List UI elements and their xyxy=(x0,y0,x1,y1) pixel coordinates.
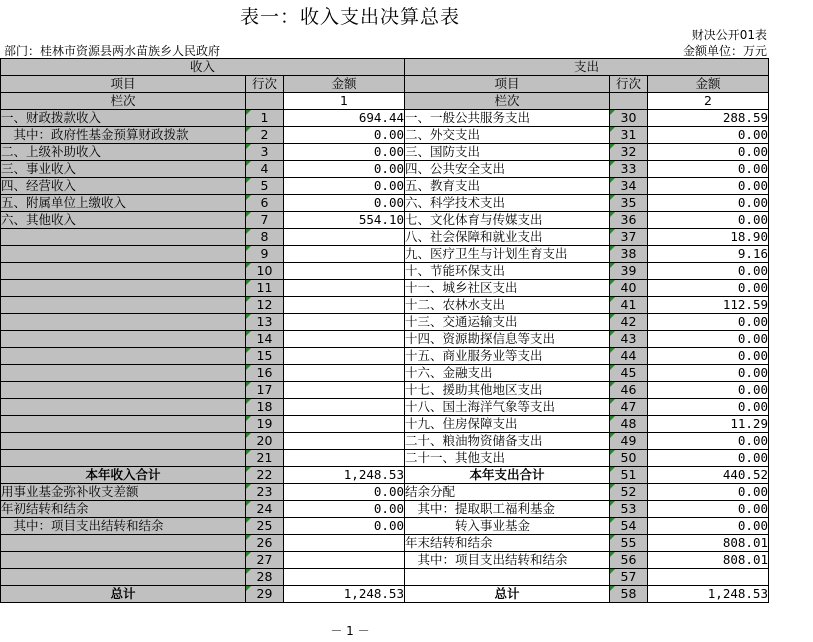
expense-item-cell: 其中：提取职工福利基金 xyxy=(405,501,610,518)
expense-item-cell: 十八、国土海洋气象等支出 xyxy=(405,399,610,416)
table-row xyxy=(1,280,769,297)
expense-item-cell: 十六、金融支出 xyxy=(405,365,610,382)
expense-col-label: 栏次 xyxy=(405,93,610,110)
income-item-cell xyxy=(1,569,246,586)
expense-item-cell: 十一、城乡社区支出 xyxy=(405,280,610,297)
expense-line-cell: 46 xyxy=(610,382,648,399)
income-amount-cell xyxy=(284,535,405,552)
income-line-cell: 26 xyxy=(246,535,284,552)
income-amount-cell: 0.00 xyxy=(284,127,405,144)
expense-item-cell: 十九、住房保障支出 xyxy=(405,416,610,433)
expense-item-cell: 二十一、其他支出 xyxy=(405,450,610,467)
income-line-cell: 10 xyxy=(246,263,284,280)
expense-item-cell: 十七、援助其他地区支出 xyxy=(405,382,610,399)
table-row xyxy=(1,161,769,178)
expense-line-cell: 36 xyxy=(610,212,648,229)
expense-item-cell: 年末结转和结余 xyxy=(405,535,610,552)
expense-amount-cell: 112.59 xyxy=(648,297,769,314)
expense-amount-cell: 0.00 xyxy=(648,399,769,416)
income-amount-cell xyxy=(284,229,405,246)
expense-item-cell: 十三、交通运输支出 xyxy=(405,314,610,331)
expense-item-cell: 四、公共安全支出 xyxy=(405,161,610,178)
expense-item-cell: 转入事业基金 xyxy=(405,518,610,535)
expense-amount-cell: 0.00 xyxy=(648,161,769,178)
income-item-cell xyxy=(1,416,246,433)
income-item-cell: 二、上级补助收入 xyxy=(1,144,246,161)
income-amount-cell: 0.00 xyxy=(284,518,405,535)
expense-line-header: 行次 xyxy=(610,76,648,93)
expense-line-cell: 40 xyxy=(610,280,648,297)
income-line-cell: 16 xyxy=(246,365,284,382)
income-line-cell: 15 xyxy=(246,348,284,365)
income-col-number: 1 xyxy=(284,93,405,110)
income-line-cell: 23 xyxy=(246,484,284,501)
expense-item-cell: 二十、粮油物资储备支出 xyxy=(405,433,610,450)
table-row xyxy=(1,144,769,161)
income-amount-cell: 554.10 xyxy=(284,212,405,229)
income-amount-cell xyxy=(284,569,405,586)
income-line-cell: 6 xyxy=(246,195,284,212)
table-row xyxy=(1,552,769,569)
income-item-cell: 四、经营收入 xyxy=(1,178,246,195)
expense-amount-cell: 288.59 xyxy=(648,110,769,127)
income-amount-cell: 0.00 xyxy=(284,178,405,195)
expense-amount-cell: 0.00 xyxy=(648,484,769,501)
income-line-cell: 14 xyxy=(246,331,284,348)
expense-item-cell: 二、外交支出 xyxy=(405,127,610,144)
expense-line-cell: 58 xyxy=(610,586,648,603)
expense-amount-header: 金额 xyxy=(648,76,769,93)
income-amount-cell: 0.00 xyxy=(284,501,405,518)
table-row xyxy=(1,416,769,433)
expense-item-cell: 十四、资源勘探信息等支出 xyxy=(405,331,610,348)
income-item-cell xyxy=(1,433,246,450)
expense-amount-cell: 0.00 xyxy=(648,280,769,297)
expense-amount-cell: 0.00 xyxy=(648,433,769,450)
expense-item-cell: 七、文化体育与传媒支出 xyxy=(405,212,610,229)
table-row xyxy=(1,484,769,501)
income-line-cell: 25 xyxy=(246,518,284,535)
income-item-cell xyxy=(1,331,246,348)
income-amount-cell: 0.00 xyxy=(284,195,405,212)
expense-line-cell: 37 xyxy=(610,229,648,246)
income-amount-cell xyxy=(284,433,405,450)
income-col-blank xyxy=(246,93,284,110)
income-amount-cell xyxy=(284,280,405,297)
income-item-cell xyxy=(1,399,246,416)
expense-line-cell: 39 xyxy=(610,263,648,280)
expense-amount-cell: 0.00 xyxy=(648,314,769,331)
income-item-cell: 本年收入合计 xyxy=(1,467,246,484)
income-line-cell: 12 xyxy=(246,297,284,314)
expense-group-header: 支出 xyxy=(405,59,769,76)
expense-item-cell: 其中：项目支出结转和结余 xyxy=(405,552,610,569)
expense-line-cell: 38 xyxy=(610,246,648,263)
expense-line-cell: 50 xyxy=(610,450,648,467)
table-row xyxy=(1,518,769,535)
income-amount-cell xyxy=(284,416,405,433)
table-row xyxy=(1,535,769,552)
expense-amount-cell xyxy=(648,569,769,586)
expense-item-cell: 六、科学技术支出 xyxy=(405,195,610,212)
income-amount-cell xyxy=(284,365,405,382)
expense-amount-cell: 808.01 xyxy=(648,552,769,569)
income-item-cell: 三、事业收入 xyxy=(1,161,246,178)
income-line-cell: 18 xyxy=(246,399,284,416)
income-amount-cell xyxy=(284,331,405,348)
table-row xyxy=(1,348,769,365)
income-item-cell xyxy=(1,297,246,314)
income-line-cell: 21 xyxy=(246,450,284,467)
report-title: 表一：收入支出决算总表 xyxy=(239,6,460,28)
income-item-cell: 其中：政府性基金预算财政拨款 xyxy=(1,127,246,144)
table-row xyxy=(1,501,769,518)
income-item-cell: 六、其他收入 xyxy=(1,212,246,229)
table-row xyxy=(1,399,769,416)
income-line-cell: 19 xyxy=(246,416,284,433)
expense-item-cell xyxy=(405,569,610,586)
expense-amount-cell: 0.00 xyxy=(648,144,769,161)
income-line-header: 行次 xyxy=(246,76,284,93)
income-amount-cell xyxy=(284,314,405,331)
expense-line-cell: 57 xyxy=(610,569,648,586)
expense-amount-cell: 0.00 xyxy=(648,263,769,280)
income-amount-cell: 0.00 xyxy=(284,161,405,178)
expense-line-cell: 54 xyxy=(610,518,648,535)
expense-item-cell: 十、节能环保支出 xyxy=(405,263,610,280)
income-amount-cell xyxy=(284,246,405,263)
expense-line-cell: 56 xyxy=(610,552,648,569)
income-item-cell xyxy=(1,365,246,382)
expense-amount-cell: 808.01 xyxy=(648,535,769,552)
income-item-cell xyxy=(1,382,246,399)
income-line-cell: 11 xyxy=(246,280,284,297)
income-line-cell: 28 xyxy=(246,569,284,586)
table-row xyxy=(1,297,769,314)
expense-item-cell: 一、一般公共服务支出 xyxy=(405,110,610,127)
expense-line-cell: 52 xyxy=(610,484,648,501)
expense-line-cell: 48 xyxy=(610,416,648,433)
income-col-label: 栏次 xyxy=(1,93,246,110)
income-line-cell: 3 xyxy=(246,144,284,161)
expense-item-cell: 十五、商业服务业等支出 xyxy=(405,348,610,365)
expense-amount-cell: 0.00 xyxy=(648,195,769,212)
income-expense-table xyxy=(0,58,769,603)
expense-item-cell: 五、教育支出 xyxy=(405,178,610,195)
expense-amount-cell: 11.29 xyxy=(648,416,769,433)
income-item-cell xyxy=(1,229,246,246)
expense-line-cell: 30 xyxy=(610,110,648,127)
income-item-cell xyxy=(1,552,246,569)
expense-amount-cell: 1,248.53 xyxy=(648,586,769,603)
expense-amount-cell: 0.00 xyxy=(648,518,769,535)
expense-amount-cell: 0.00 xyxy=(648,331,769,348)
amount-unit-label: 金额单位：万元 xyxy=(682,44,767,58)
income-amount-cell: 0.00 xyxy=(284,484,405,501)
income-amount-cell xyxy=(284,263,405,280)
income-amount-cell: 1,248.53 xyxy=(284,586,405,603)
expense-amount-cell: 440.52 xyxy=(648,467,769,484)
expense-amount-cell: 0.00 xyxy=(648,501,769,518)
income-line-cell: 4 xyxy=(246,161,284,178)
income-item-cell: 一、财政拨款收入 xyxy=(1,110,246,127)
department-label: 部门：桂林市资源县两水苗族乡人民政府 xyxy=(4,44,221,58)
report-code: 财决公开01表 xyxy=(691,28,767,42)
expense-line-cell: 55 xyxy=(610,535,648,552)
income-amount-cell: 0.00 xyxy=(284,144,405,161)
income-line-cell: 2 xyxy=(246,127,284,144)
table-row xyxy=(1,331,769,348)
expense-item-cell: 十二、农林水支出 xyxy=(405,297,610,314)
income-item-cell xyxy=(1,535,246,552)
income-item-cell: 五、附属单位上缴收入 xyxy=(1,195,246,212)
table-row xyxy=(1,263,769,280)
table-row xyxy=(1,433,769,450)
expense-item-header: 项目 xyxy=(405,76,610,93)
income-amount-cell xyxy=(284,382,405,399)
income-item-cell xyxy=(1,314,246,331)
table-row xyxy=(1,467,769,484)
table-row xyxy=(1,178,769,195)
income-line-cell: 7 xyxy=(246,212,284,229)
income-line-cell: 9 xyxy=(246,246,284,263)
expense-line-cell: 32 xyxy=(610,144,648,161)
expense-amount-cell: 0.00 xyxy=(648,178,769,195)
group-header-row xyxy=(1,59,769,76)
expense-line-cell: 53 xyxy=(610,501,648,518)
expense-line-cell: 47 xyxy=(610,399,648,416)
income-line-cell: 8 xyxy=(246,229,284,246)
income-item-cell: 用事业基金弥补收支差额 xyxy=(1,484,246,501)
table-row xyxy=(1,365,769,382)
table-row xyxy=(1,110,769,127)
table-row xyxy=(1,212,769,229)
column-index-row xyxy=(1,93,769,110)
income-amount-cell xyxy=(284,450,405,467)
expense-amount-cell: 0.00 xyxy=(648,348,769,365)
income-item-cell xyxy=(1,280,246,297)
table-row xyxy=(1,229,769,246)
expense-amount-cell: 0.00 xyxy=(648,450,769,467)
income-amount-cell xyxy=(284,552,405,569)
expense-item-cell: 八、社会保障和就业支出 xyxy=(405,229,610,246)
expense-amount-cell: 0.00 xyxy=(648,127,769,144)
income-amount-cell xyxy=(284,348,405,365)
income-line-cell: 22 xyxy=(246,467,284,484)
income-amount-cell: 694.44 xyxy=(284,110,405,127)
income-line-cell: 27 xyxy=(246,552,284,569)
expense-line-cell: 43 xyxy=(610,331,648,348)
expense-amount-cell: 0.00 xyxy=(648,365,769,382)
expense-line-cell: 45 xyxy=(610,365,648,382)
expense-line-cell: 35 xyxy=(610,195,648,212)
expense-amount-cell: 0.00 xyxy=(648,212,769,229)
income-line-cell: 17 xyxy=(246,382,284,399)
income-item-cell: 年初结转和结余 xyxy=(1,501,246,518)
expense-amount-cell: 9.16 xyxy=(648,246,769,263)
expense-amount-cell: 0.00 xyxy=(648,382,769,399)
income-line-cell: 5 xyxy=(246,178,284,195)
table-row xyxy=(1,246,769,263)
income-item-header: 项目 xyxy=(1,76,246,93)
expense-line-cell: 41 xyxy=(610,297,648,314)
expense-item-cell: 本年支出合计 xyxy=(405,467,610,484)
expense-line-cell: 44 xyxy=(610,348,648,365)
expense-col-blank xyxy=(610,93,648,110)
income-item-cell xyxy=(1,263,246,280)
income-line-cell: 13 xyxy=(246,314,284,331)
table-row xyxy=(1,450,769,467)
table-row xyxy=(1,314,769,331)
income-line-cell: 20 xyxy=(246,433,284,450)
income-item-cell xyxy=(1,246,246,263)
income-amount-header: 金额 xyxy=(284,76,405,93)
table-row xyxy=(1,195,769,212)
expense-item-cell: 总计 xyxy=(405,586,610,603)
expense-item-cell: 结余分配 xyxy=(405,484,610,501)
expense-item-cell: 九、医疗卫生与计划生育支出 xyxy=(405,246,610,263)
expense-item-cell: 三、国防支出 xyxy=(405,144,610,161)
income-group-header: 收入 xyxy=(1,59,405,76)
income-item-cell: 其中：项目支出结转和结余 xyxy=(1,518,246,535)
expense-amount-cell: 18.90 xyxy=(648,229,769,246)
income-line-cell: 24 xyxy=(246,501,284,518)
table-row xyxy=(1,586,769,603)
expense-line-cell: 51 xyxy=(610,467,648,484)
page-number: － 1 － xyxy=(330,624,370,638)
income-line-cell: 29 xyxy=(246,586,284,603)
expense-line-cell: 33 xyxy=(610,161,648,178)
expense-line-cell: 34 xyxy=(610,178,648,195)
income-amount-cell: 1,248.53 xyxy=(284,467,405,484)
table-row xyxy=(1,382,769,399)
expense-line-cell: 31 xyxy=(610,127,648,144)
income-amount-cell xyxy=(284,297,405,314)
table-row xyxy=(1,127,769,144)
expense-line-cell: 49 xyxy=(610,433,648,450)
expense-col-number: 2 xyxy=(648,93,769,110)
income-amount-cell xyxy=(284,399,405,416)
income-item-cell xyxy=(1,450,246,467)
column-header-row xyxy=(1,76,769,93)
table-row xyxy=(1,569,769,586)
income-item-cell xyxy=(1,348,246,365)
income-item-cell: 总计 xyxy=(1,586,246,603)
expense-line-cell: 42 xyxy=(610,314,648,331)
income-line-cell: 1 xyxy=(246,110,284,127)
